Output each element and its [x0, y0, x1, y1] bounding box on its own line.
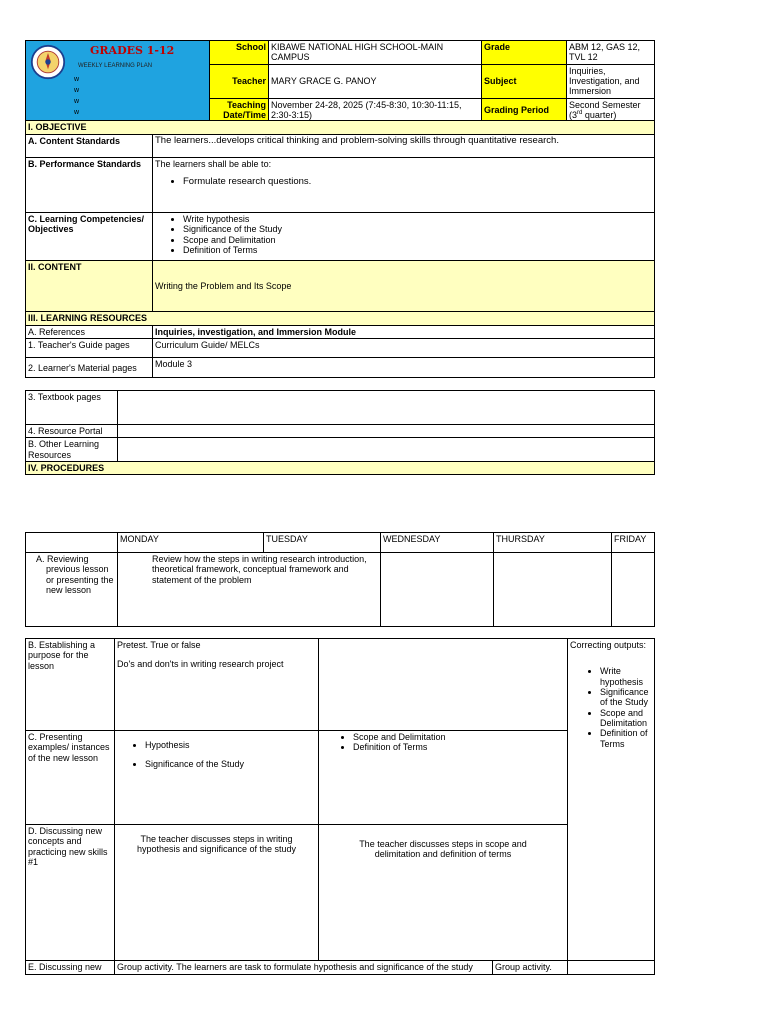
textbook-label: 3. Textbook pages [26, 391, 118, 425]
procedure-b-line1: Pretest. True or false [117, 640, 201, 650]
textbook-value [118, 391, 655, 425]
brand-title: GRADES 1-12 [90, 44, 175, 57]
teachers-guide-value: Curriculum Guide/ MELCs [153, 339, 655, 358]
procedure-a-wednesday [381, 553, 494, 627]
w-mark: w [74, 76, 80, 83]
objectives-table [25, 120, 655, 378]
tuesday-header: TUESDAY [264, 533, 381, 553]
wednesday-header: WEDNESDAY [381, 533, 494, 553]
period-main: Second Semester [569, 99, 641, 110]
references-value: Inquiries, investigation, and Immersion Module [153, 326, 655, 339]
performance-intro: The learners shall be able to: [155, 159, 272, 169]
procedure-d-left: The teacher discusses steps in writing hypothesis and significance of the study [115, 825, 319, 961]
deped-seal-icon [30, 44, 66, 80]
days-table [25, 532, 655, 627]
resource-portal-value [118, 425, 655, 438]
objective-heading: I. OBJECTIVE [26, 121, 655, 135]
school-value: KIBAWE NATIONAL HIGH SCHOOL-MAIN CAMPUS [269, 41, 482, 65]
w-mark: w [74, 87, 80, 94]
learners-material-label: 2. Learner's Material pages [26, 358, 153, 378]
days-corner [26, 533, 118, 553]
procedure-c-right [319, 731, 568, 825]
procedure-d-right: The teacher discusses steps in scope and delimitation and definition of terms [319, 825, 568, 961]
competencies-label: C. Learning Competencies/ Objectives [26, 213, 153, 261]
teacher-value: MARY GRACE G. PANOY [269, 64, 482, 98]
procedure-e-thursday: Group activity. [493, 961, 568, 975]
procedure-c-right-list [321, 732, 565, 753]
content-label: II. CONTENT [26, 261, 153, 312]
content-standards-value: The learners...develops critical thinking and problem-solving skills through quantitative research. [153, 135, 655, 158]
friday-item: • Scope and Delimitation [600, 708, 652, 729]
procedure-b-label: B. Establishing a purpose for the lesson [26, 639, 115, 731]
datetime-label: Teaching Date/Time [210, 98, 269, 122]
teacher-label: Teacher [210, 64, 269, 98]
monday-header: MONDAY [118, 533, 264, 553]
competency-item: • Significance of the Study [183, 224, 652, 234]
friday-item: • Significance of the Study [600, 687, 652, 708]
competency-item: • Definition of Terms [183, 245, 652, 255]
w-marks [74, 74, 79, 118]
performance-standards-label: B. Performance Standards [26, 158, 153, 213]
procedure-a-friday [612, 553, 655, 627]
other-resources-value [118, 438, 655, 462]
period-sub-pre: (3 [569, 110, 578, 121]
resources-table [25, 390, 655, 475]
procedure-a-value: Review how the steps in writing research introduction, theoretical framework, conceptual framework and statement of the problem [118, 553, 381, 627]
procedure-c-item: • Significance of the Study [145, 759, 316, 769]
teachers-guide-label: 1. Teacher's Guide pages [26, 339, 153, 358]
procedure-b-value [115, 639, 319, 731]
subject-value: Inquiries, Investigation, and Immersion [567, 64, 655, 98]
procedure-c-left-list [117, 740, 316, 770]
procedure-d-label: D. Discussing new concepts and practicing new skills #1 [26, 825, 115, 961]
w-mark: w [74, 109, 80, 116]
procedure-c-left [115, 731, 319, 825]
friday-item: • Write hypothesis [600, 666, 652, 687]
procedure-b-wed-thu [319, 639, 568, 731]
school-label: School [210, 41, 269, 65]
references-label: A. References [26, 326, 153, 339]
procedure-a-thursday [494, 553, 612, 627]
friday-list [570, 666, 652, 749]
procedure-a-label: A. Reviewing previous lesson or presenting the new lesson [26, 553, 118, 627]
procedure-c-label: C. Presenting examples/ instances of the new lesson [26, 731, 115, 825]
brand-subtitle: WEEKLY LEARNING PLAN [78, 63, 153, 69]
w-mark: w [74, 98, 80, 105]
competency-item: • Scope and Delimitation [183, 235, 652, 245]
procedure-e-label: E. Discussing new [26, 961, 115, 975]
performance-item: • Formulate research questions. [183, 177, 652, 188]
learners-material-value: Module 3 [153, 358, 655, 378]
grade-value: ABM 12, GAS 12, TVL 12 [567, 41, 655, 65]
performance-list [155, 177, 652, 188]
subject-label: Subject [482, 64, 567, 98]
competencies-value [153, 213, 655, 261]
friday-title: Correcting outputs: [570, 640, 647, 650]
procedure-e-friday [568, 961, 655, 975]
period-sub [569, 110, 652, 120]
performance-standards-value [153, 158, 655, 213]
procedures-table [25, 638, 655, 975]
brand-block [26, 41, 210, 123]
grading-period-value [567, 98, 655, 122]
content-value: Writing the Problem and Its Scope [153, 261, 655, 312]
thursday-header: THURSDAY [494, 533, 612, 553]
procedure-b-line2: Do's and don'ts in writing research project [117, 659, 284, 670]
period-sub-post: quarter) [582, 110, 617, 121]
other-resources-label: B. Other Learning Resources [26, 438, 118, 462]
procedure-c-item: • Hypothesis [145, 740, 316, 750]
period-sup: rd [577, 110, 583, 117]
friday-item: • Definition of Terms [600, 728, 652, 749]
friday-header: FRIDAY [612, 533, 655, 553]
competency-item: • Write hypothesis [183, 214, 652, 224]
header-table [25, 40, 655, 123]
grade-label: Grade [482, 41, 567, 65]
competencies-list [155, 214, 652, 255]
procedure-e-value: Group activity. The learners are task to formulate hypothesis and significance of the study [115, 961, 493, 975]
resource-portal-label: 4. Resource Portal [26, 425, 118, 438]
datetime-value: November 24-28, 2025 (7:45-8:30, 10:30-11:15, 2:30-3:15) [269, 98, 482, 122]
grading-period-label: Grading Period [482, 98, 567, 122]
procedure-c-item: • Scope and Delimitation [353, 732, 565, 742]
friday-column [568, 639, 655, 961]
procedure-c-item: • Definition of Terms [353, 742, 565, 752]
learning-resources-heading: III. LEARNING RESOURCES [26, 312, 655, 326]
content-standards-label: A. Content Standards [26, 135, 153, 158]
procedures-heading: IV. PROCEDURES [26, 462, 655, 475]
